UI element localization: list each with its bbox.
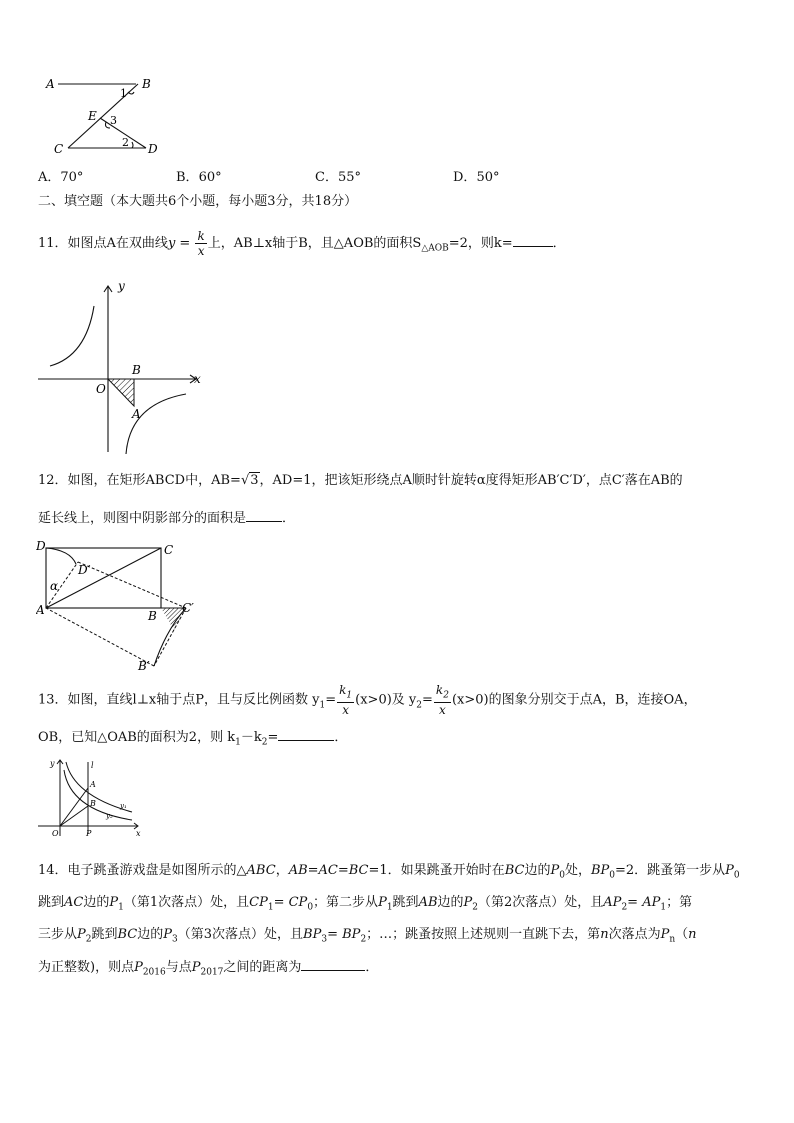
q11-figure	[36, 276, 206, 456]
line-bp-a	[46, 608, 154, 666]
label-B-prime: B′	[138, 659, 150, 673]
angle-1-arc	[128, 92, 134, 94]
sqrt-3: √3	[240, 473, 259, 488]
label-y1: y₁	[120, 802, 127, 810]
label-y: y	[118, 279, 125, 293]
shaded-triangle-aob	[108, 379, 134, 406]
curve-y2	[64, 770, 132, 820]
section-heading: 二、填空题（本大题共6个小题，每小题3分，共18分）	[38, 194, 358, 209]
label-y2: y₂	[106, 812, 113, 820]
q10-figure	[40, 72, 180, 158]
option-b[interactable]: B．60°	[176, 170, 222, 185]
label-x: x	[136, 829, 141, 838]
label-O: O	[96, 382, 106, 396]
label-A: A	[36, 603, 45, 617]
label-D: D	[148, 142, 158, 156]
q13-line1: 13．如图，直线l⊥x轴于点P，且与反比例函数 $y_1=$ $\frac{k_1}{x}$ (x>0)及 $y_2=$ $\frac{k_2}{x}$ (x>0)的图象分别交于点A，B，连接OA，	[38, 683, 697, 718]
hyperbola-branch-right	[126, 394, 186, 454]
label-B: B	[142, 77, 151, 91]
label-B: B	[132, 363, 141, 377]
label-l: l	[91, 761, 94, 770]
q11-text: 11．如图点A在双曲线y = $\frac{k}{x}$ 上，AB⊥x轴于B，且△AOB的面积$S_{\triangle AOB}=2$，则k= ．	[38, 229, 566, 258]
q14-line3: 三步从$P_2$跳到BC边的$P_3$（第3次落点）处，且$BP_3= BP_2$；…；跳蚤按照上述规则一直跳下去，第n次落点为$P_n(n$	[38, 927, 697, 945]
label-O: O	[52, 829, 59, 838]
q12-line1: 12．如图，在矩形ABCD中，AB=√3，AD=1，把该矩形绕点A顺时针旋转α度得矩形AB′C′D′，点C′落在AB的	[38, 470, 683, 492]
label-angle-1: 1	[120, 87, 127, 100]
q14-line2: 跳到AC边的$P_1$（第1次落点）处，且$CP_1= CP_0$；第二步从$P_1$跳到AB边的$P_2$（第2次落点）处，且$AP_2= AP_1$；第	[38, 895, 693, 913]
label-x: x	[194, 372, 201, 386]
label-E: E	[88, 109, 97, 123]
arc-d	[46, 548, 76, 564]
option-d[interactable]: D．50°	[453, 170, 500, 185]
option-c[interactable]: C．55°	[315, 170, 361, 185]
q13-figure	[36, 756, 146, 840]
label-A: A	[90, 780, 96, 789]
label-A: A	[132, 407, 141, 421]
label-alpha: α	[50, 579, 59, 593]
q14-answer-blank[interactable]	[301, 958, 365, 971]
q12-line2: 延长线上，则图中阴影部分的面积是 ．	[38, 511, 296, 526]
label-A: A	[46, 77, 55, 91]
line-dp-cp	[78, 562, 186, 608]
label-C-prime: C′	[182, 601, 194, 615]
q14-line4: 为正整数)，则点$P_{2016}$与点$P_{2017}$之间的距离为 ．	[38, 960, 379, 978]
label-angle-2: 2	[122, 136, 129, 149]
label-C: C	[54, 142, 64, 156]
q11-answer-blank[interactable]	[513, 234, 553, 247]
hyperbola-branch-left	[50, 306, 94, 366]
label-P: P	[86, 829, 92, 838]
label-B: B	[90, 799, 96, 808]
q12-figure	[36, 538, 206, 673]
label-B: B	[148, 609, 157, 623]
label-C: C	[164, 543, 174, 557]
q13-line2: OB，已知△OAB的面积为2，则 $k_1-k_2=$ ．	[38, 730, 348, 748]
q14-line1: 14．电子跳蚤游戏盘是如图所示的△ABC，AB=AC=BC=1．如果跳蚤开始时在BC边的$P_0$处，$BP_0=2$．跳蚤第一步从$P_0$	[38, 863, 740, 881]
label-D-prime: D′	[78, 563, 91, 577]
label-D: D	[36, 539, 46, 553]
q13-answer-blank[interactable]	[278, 728, 334, 741]
diagonal-ac	[46, 548, 161, 608]
label-y: y	[50, 759, 55, 768]
option-a[interactable]: A．70°	[38, 170, 84, 185]
label-angle-3: 3	[110, 114, 117, 127]
line-ob	[60, 806, 88, 826]
angle-2-arc	[132, 142, 133, 148]
q12-answer-blank[interactable]	[246, 509, 282, 522]
